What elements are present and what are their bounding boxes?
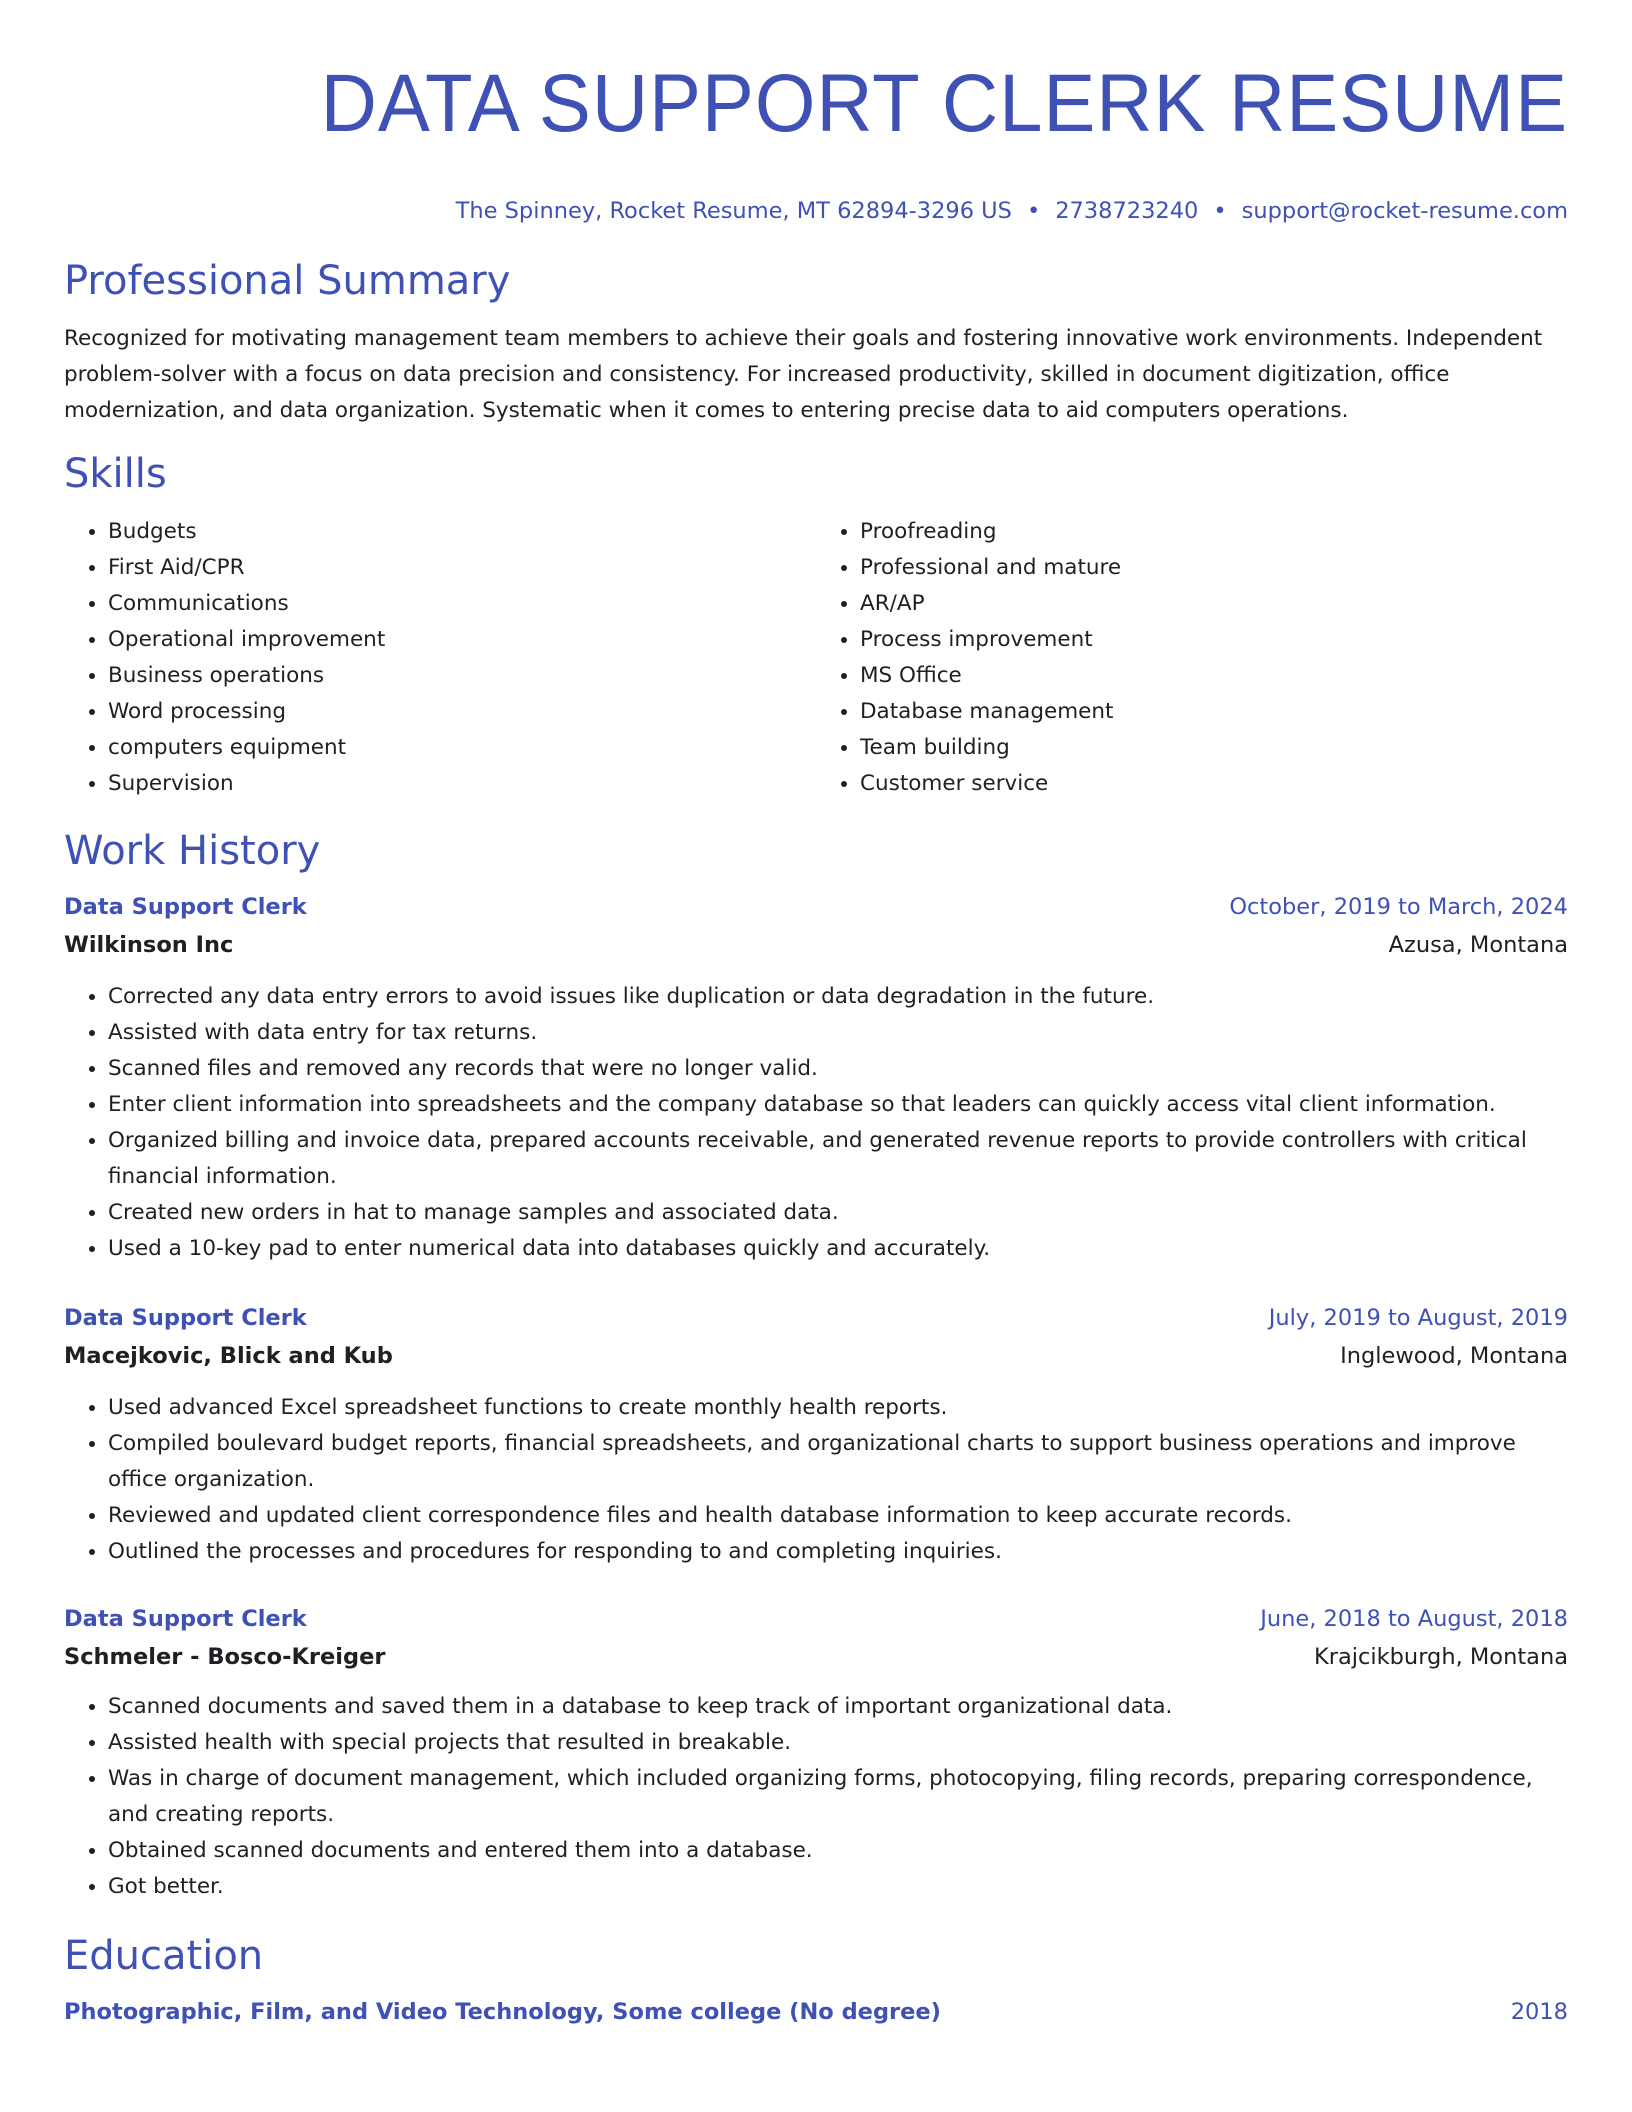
skills-column-right [816, 514, 1568, 802]
skill-item: • Word processing [108, 694, 816, 730]
job-header-row [64, 1299, 1568, 1337]
skill-item: • Process improvement [860, 622, 1568, 658]
job-bullet: • Was in charge of document management, which included organizing forms, photocopying, filing records, preparing correspondence, and creating reports. [108, 1761, 1568, 1833]
job-header-row [64, 1600, 1568, 1638]
job-bullet: • Scanned files and removed any records that were no longer valid. [108, 1051, 1568, 1087]
skills-heading: Skills [64, 451, 167, 497]
skill-item: • Communications [108, 586, 816, 622]
job-company: Schmeler - Bosco-Kreiger [64, 1644, 386, 1670]
job-bullet: • Created new orders in hat to manage samples and associated data. [108, 1195, 1568, 1231]
contact-separator: • [1213, 198, 1227, 224]
job-bullet: • Used advanced Excel spreadsheet functions to create monthly health reports. [108, 1390, 1568, 1426]
job-location: Azusa, Montana [1388, 932, 1568, 958]
job-bullet: • Assisted health with special projects that resulted in breakable. [108, 1725, 1568, 1761]
contact-line [64, 196, 1568, 226]
skills-columns [64, 514, 1568, 802]
contact-address: The Spinney, Rocket Resume, MT 62894-3296 US [455, 198, 1012, 224]
job-bullet: • Outlined the processes and procedures for responding to and completing inquiries. [108, 1534, 1568, 1570]
job-location: Inglewood, Montana [1340, 1343, 1568, 1369]
skills-list-right [816, 514, 1568, 802]
skill-item: • Proofreading [860, 514, 1568, 550]
job-company-row [64, 926, 1568, 964]
summary-heading: Professional Summary [64, 258, 511, 304]
skill-item: • Budgets [108, 514, 816, 550]
skill-item: • computers equipment [108, 730, 816, 766]
contact-email[interactable]: support@rocket-resume.com [1241, 198, 1568, 224]
skill-item: • AR/AP [860, 586, 1568, 622]
job-bullet: • Used a 10-key pad to enter numerical data into databases quickly and accurately. [108, 1231, 1568, 1267]
education-heading: Education [64, 1933, 264, 1979]
education-year: 2018 [1510, 1999, 1568, 2025]
job-bullet: • Obtained scanned documents and entered them into a database. [108, 1833, 1568, 1869]
skills-column-left [64, 514, 816, 802]
job-header-row [64, 888, 1568, 926]
job-company-row [64, 1337, 1568, 1375]
job-bullets [64, 1689, 1568, 1905]
job-title: Data Support Clerk [64, 894, 307, 920]
job-bullet: • Enter client information into spreadsheets and the company database so that leaders can quickly access vital client information. [108, 1087, 1568, 1123]
job-dates: October, 2019 to March, 2024 [1229, 894, 1568, 920]
job-company-row [64, 1638, 1568, 1676]
job-title: Data Support Clerk [64, 1305, 307, 1331]
job-bullet: • Corrected any data entry errors to avoid issues like duplication or data degradation in the future. [108, 979, 1568, 1015]
skill-item: • Team building [860, 730, 1568, 766]
work-history-heading: Work History [64, 828, 321, 874]
skill-item: • Customer service [860, 766, 1568, 802]
job-bullet: • Assisted with data entry for tax returns. [108, 1015, 1568, 1051]
job-title: Data Support Clerk [64, 1606, 307, 1632]
education-degree: Photographic, Film, and Video Technology, Some college (No degree) [64, 1999, 941, 2025]
summary-text: Recognized for motivating management team members to achieve their goals and fostering innovative work environments. Independent problem-solver with a focus on data precision and consistency. For increased productivity, skilled in document digitization, office modernization, and data organization. Systematic when it comes to entering precise data to aid computers operations. [64, 326, 1543, 423]
job-company: Wilkinson Inc [64, 932, 234, 958]
job-bullet: • Scanned documents and saved them in a database to keep track of important organizational data. [108, 1689, 1568, 1725]
skill-item: • Operational improvement [108, 622, 816, 658]
job-entry [64, 888, 1568, 1267]
skill-item: • Database management [860, 694, 1568, 730]
job-location: Krajcikburgh, Montana [1313, 1644, 1568, 1670]
job-company: Macejkovic, Blick and Kub [64, 1343, 393, 1369]
skill-item: • Supervision [108, 766, 816, 802]
job-entry [64, 1299, 1568, 1570]
contact-separator: • [1026, 198, 1041, 224]
job-bullet: • Organized billing and invoice data, prepared accounts receivable, and generated revenue reports to provide controllers with critical financial information. [108, 1123, 1568, 1195]
skill-item: • First Aid/CPR [108, 550, 816, 586]
skill-item: • Professional and mature [860, 550, 1568, 586]
job-dates: July, 2019 to August, 2019 [1268, 1305, 1568, 1331]
job-bullet: • Compiled boulevard budget reports, financial spreadsheets, and organizational charts to support business operations and improve office organization. [108, 1426, 1568, 1498]
job-bullets [64, 1390, 1568, 1570]
skill-item: • MS Office [860, 658, 1568, 694]
job-bullets [64, 979, 1568, 1267]
education-entry [64, 1993, 1568, 2031]
skills-list-left [64, 514, 816, 802]
job-entry [64, 1600, 1568, 1905]
job-bullet: • Got better. [108, 1869, 1568, 1905]
contact-phone: 2738723240 [1055, 198, 1199, 224]
skill-item: • Business operations [108, 658, 816, 694]
job-dates: June, 2018 to August, 2018 [1260, 1606, 1568, 1632]
job-bullet: • Reviewed and updated client correspondence files and health database information to keep accurate records. [108, 1498, 1568, 1534]
resume-title: DATA SUPPORT CLERK RESUME [320, 58, 1568, 149]
